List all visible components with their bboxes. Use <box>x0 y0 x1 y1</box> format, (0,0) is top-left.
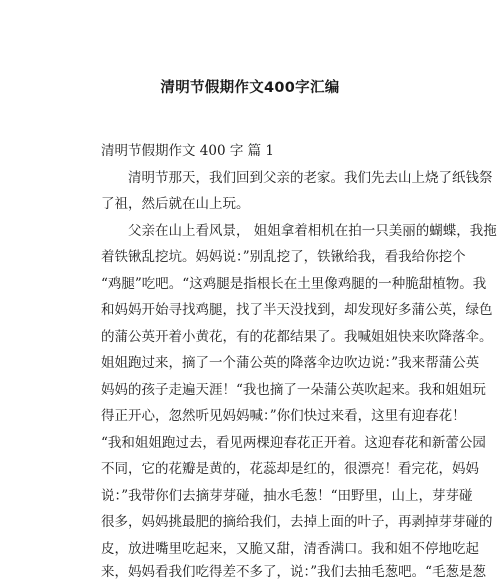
paragraph-line: 说：”我带你们去摘芽芽碰，抽水毛葱！“田野里，山上，芽芽碰 <box>101 488 473 504</box>
paragraph-line: “我和姐姐跑过去，看见两棵迎春花正开着。这迎春花和新蕾公园 <box>101 435 486 451</box>
paragraph-line: 了祖，然后就在山上玩。 <box>101 196 250 212</box>
paragraph-line: 姐姐跑过来，摘了一个蒲公英的降落伞边吹边说：”我来帮蒲公英 <box>101 355 480 371</box>
paragraph-line: 清明节那天，我们回到父亲的老家。我们先去山上烧了纸钱祭 <box>128 170 493 186</box>
paragraph-line: 来，妈妈看我们吃得差不多了，说：”我们去抽毛葱吧。“毛葱是葱 <box>101 564 487 580</box>
document-title: 清明节假期作文400字汇编 <box>160 80 340 96</box>
paragraph-line: “鸡腿”吃吧。“这鸡腿是指根长在土里像鸡腿的一种脆甜植物。我 <box>101 276 487 292</box>
paragraph-line: 不同，它的花瓣是黄的，花蕊却是红的，很漂亮！看完花，妈妈 <box>101 461 479 477</box>
section-heading: 清明节假期作文 400 字 篇 1 <box>101 143 275 159</box>
paragraph-line: 和妈妈开始寻找鸡腿，找了半天没找到，却发现好多蒲公英，绿色 <box>101 302 493 318</box>
paragraph-line: 妈妈的孩子走遍天涯！“我也摘了一朵蒲公英吹起来。我和姐姐玩 <box>101 382 486 398</box>
paragraph-line: 父亲在山上看风景， 姐姐拿着相机在拍一只美丽的蝴蝶，我拖 <box>128 223 497 239</box>
paragraph-line: 得正开心，忽然听见妈妈喊：”你们快过来看，这里有迎春花！ <box>101 408 466 424</box>
paragraph-line: 着铁锹乱挖坑。妈妈说：”别乱挖了，铁锹给我，看我给你挖个 <box>101 249 466 265</box>
paragraph-line: 很多，妈妈挑最肥的摘给我们，去掉上面的叶子，再剥掉芽芽碰的 <box>101 514 493 530</box>
paragraph-line: 的蒲公英开着小黄花，有的花都结果了。我喊姐姐快来吹降落伞。 <box>101 329 493 345</box>
paragraph-line: 皮，放进嘴里吃起来，又脆又甜，清香满口。我和姐不停地吃起 <box>101 541 479 557</box>
